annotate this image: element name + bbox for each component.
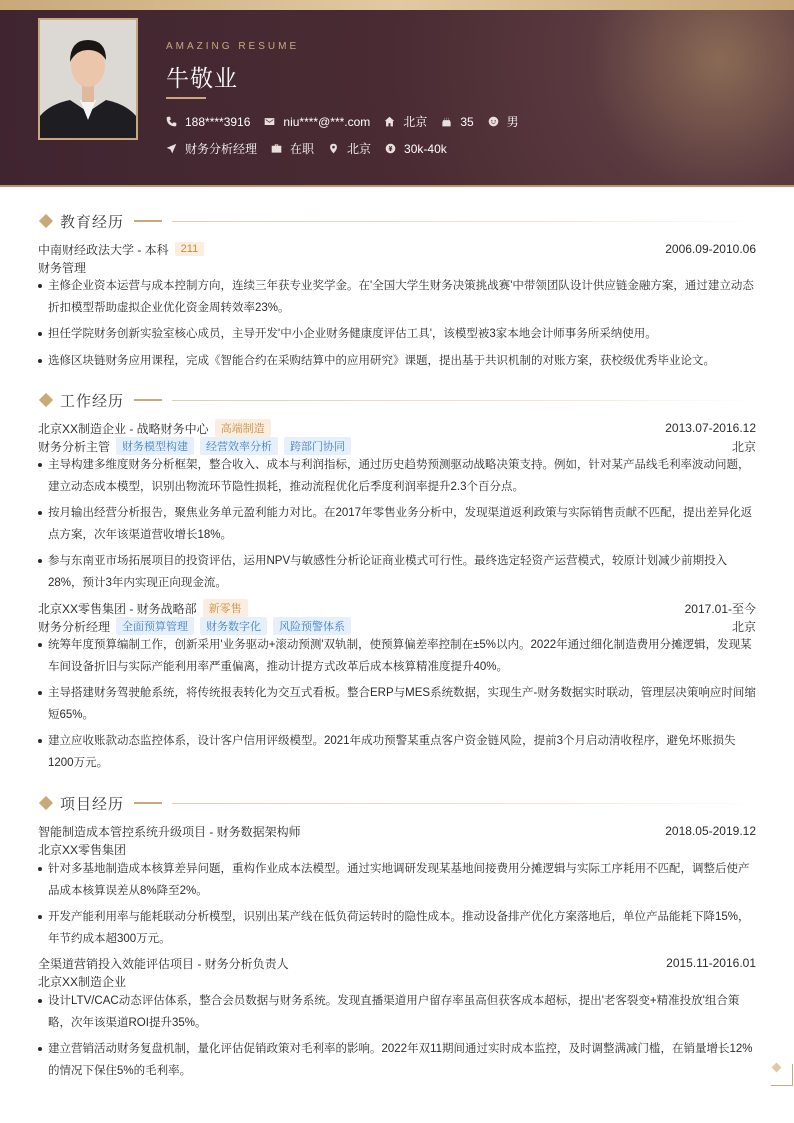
face-icon [488,116,499,127]
position-info [166,140,257,157]
industry-tag: 新零售 [203,599,248,617]
skill-tag: 风险预警体系 [273,617,351,635]
email-info [264,115,370,129]
school-name: 中南财经政法大学 - 本科 [38,242,169,257]
status-text: 在职 [290,142,315,156]
profile-photo [38,18,138,140]
company-name: 北京XX零售集团 - 财务战略部 [38,601,197,616]
work-bullet: 主导构建多维度财务分析框架，整合收入、成本与利润指标，通过历史趋势预测驱动战略决策支持。例如，针对某产品线毛利率波动问题，建立动态成本模型，识别出物流环节隐性损耗，推动流程优化后季度利润率提升2.3个百分点。 [38,454,756,498]
project-name: 智能制造成本管控系统升级项目 - 财务数据架构师 [38,824,301,839]
work-role-line [38,618,756,634]
company-name: 北京XX制造企业 - 战略财务中心 [38,421,209,436]
work-location: 北京 [731,439,756,454]
diamond-icon [39,796,53,810]
work-bullet: 主导搭建财务驾驶舱系统，将传统报表转化为交互式看板。整合ERP与MES系统数据，实现生产-财务数据实时联动，管理层决策响应时间缩短65%。 [38,682,756,726]
project-org-line [38,841,756,857]
phone-icon [166,116,177,127]
skill-tag: 跨部门协同 [284,437,351,455]
work-bullet: 按月输出经营分析报告，聚焦业务单元盈利能力对比。在2017年零售业务分析中，发现渠道返利政策与实际销售贡献不匹配，提出差异化返点方案，次年该渠道营收增长18%。 [38,502,756,546]
work-bullet: 统筹年度预算编制工作，创新采用'业务驱动+滚动预测'双轨制，使预算偏差率控制在±5%以内。2022年通过细化制造费用分摊逻辑，发现某车间设备折旧与实际产能利用率严重偏离，推动计提方式改革后成本核算精准度提升40%。 [38,634,756,678]
skill-tag: 经营效率分析 [200,437,278,455]
project-org: 北京XX制造企业 [38,974,127,989]
status-info [271,140,314,157]
location-pin-icon [328,143,339,154]
top-accent-bar [0,0,794,10]
section-title-text: 项目经历 [60,795,125,813]
education-bullet: 主修企业资本运营与成本控制方向，连续三年获专业奖学金。在'全国大学生财务决策挑战赛'中带领团队设计供应链金融方案，通过建立动态折扣模型帮助虚拟企业优化资金周转效率23%。 [38,275,756,319]
school-tag: 211 [175,242,205,256]
skill-tag: 财务模型构建 [116,437,194,455]
project-org-line [38,973,756,989]
salary-text: 30k-40k [404,141,447,156]
person-portrait-icon [40,20,136,138]
education-entry-head [38,241,756,257]
role-text: 财务分析主管 [38,439,111,454]
skill-tag: 全面预算管理 [116,617,194,635]
phone-text: 188****3916 [185,114,251,129]
education-date: 2006.09-2010.06 [665,242,756,256]
gender-text: 男 [506,115,519,129]
position-text: 财务分析经理 [185,142,258,156]
title-divider [172,221,756,222]
section-title-text: 教育经历 [60,213,125,231]
industry-tag: 高端制造 [215,419,271,437]
project-entry-head [38,823,756,839]
role-text: 财务分析经理 [38,619,111,634]
title-accent-line [134,802,162,804]
title-divider [172,803,756,804]
mail-icon [264,116,275,127]
city-text: 北京 [403,115,428,129]
work-bullet: 建立应收账款动态监控体系，设计客户信用评级模型。2021年成功预警某重点客户资金链风险，提前3个月启动清收程序，避免坏账损失1200万元。 [38,730,756,774]
project-name: 全渠道营销投入效能评估项目 - 财务分析负责人 [38,956,289,971]
phone-info [166,115,250,129]
work-location: 北京 [731,619,756,634]
money-icon [385,143,396,154]
major-text: 财务管理 [38,260,87,275]
title-accent-line [134,220,162,222]
send-icon [166,143,177,154]
skill-tag: 财务数字化 [200,617,267,635]
resume-header [0,10,794,187]
work-entry-head [38,600,756,616]
project-bullet: 设计LTV/CAC动态评估体系，整合会员数据与财务系统。发现直播渠道用户留存率虽高但获客成本超标，提出'老客裂变+精准投放'组合策略，次年该渠道ROI提升35%。 [38,990,756,1034]
project-bullet: 建立营销活动财务复盘机制，量化评估促销政策对毛利率的影响。2022年双11期间通过实时成本监控，及时调整满减门槛，在销量增长12%的情况下保住5%的毛利率。 [38,1038,756,1082]
header-bottom-border [0,185,794,187]
project-section-title [38,793,756,813]
title-divider [172,400,756,401]
email-text: niu****@***.com [283,114,371,129]
project-date: 2015.11-2016.01 [666,956,756,970]
target-city-text: 北京 [347,142,372,156]
home-icon [384,116,395,127]
city-info [384,113,427,130]
work-role-line [38,438,756,454]
project-bullet: 针对多基地制造成本核算差异问题，重构作业成本法模型。通过实地调研发现某基地间接费用分摊逻辑与实际工序耗用不匹配，调整后使产品成本核算误差从8%降至2%。 [38,858,756,902]
work-date: 2017.01-至今 [684,601,756,616]
education-bullet: 担任学院财务创新实验室核心成员，主导开发'中小企业财务健康度评估工具'，该模型被3家本地会计师事务所采纳使用。 [38,323,756,345]
age-info [441,115,473,129]
work-entry-head [38,420,756,436]
cake-icon [441,116,452,127]
project-bullet: 开发产能利用率与能耗联动分析模型，识别出某产线在低负荷运转时的隐性成本。推动设备排产优化方案落地后，单位产品能耗下降15%，年节约成本超300万元。 [38,906,756,950]
work-section-title [38,390,756,410]
salary-info [385,142,447,156]
education-section-title [38,211,756,231]
title-accent-line [134,399,162,401]
project-entry-head [38,955,756,971]
project-org: 北京XX零售集团 [38,842,127,857]
briefcase-icon [271,143,282,154]
target-city-info [328,140,371,157]
gender-info [488,113,519,130]
contact-info-row [166,113,533,130]
project-date: 2018.05-2019.12 [665,824,756,838]
diamond-icon [39,214,53,228]
name-underline [166,97,206,99]
resume-tagline: AMAZING RESUME [166,41,300,52]
age-text: 35 [460,114,474,129]
section-title-text: 工作经历 [60,392,125,410]
education-major-line [38,259,756,275]
candidate-name: 牛敬业 [166,65,238,91]
diamond-icon [39,393,53,407]
job-info-row [166,140,461,157]
work-date: 2013.07-2016.12 [665,421,756,435]
education-bullet: 选修区块链财务应用课程，完成《智能合约在采购结算中的应用研究》课题，提出基于共识机制的对账方案，获校级优秀毕业论文。 [38,350,756,372]
work-bullet: 参与东南亚市场拓展项目的投资评估，运用NPV与敏感性分析论证商业模式可行性。最终选定轻资产运营模式，较原计划减少前期投入28%，预计3年内实现正向现金流。 [38,550,756,594]
